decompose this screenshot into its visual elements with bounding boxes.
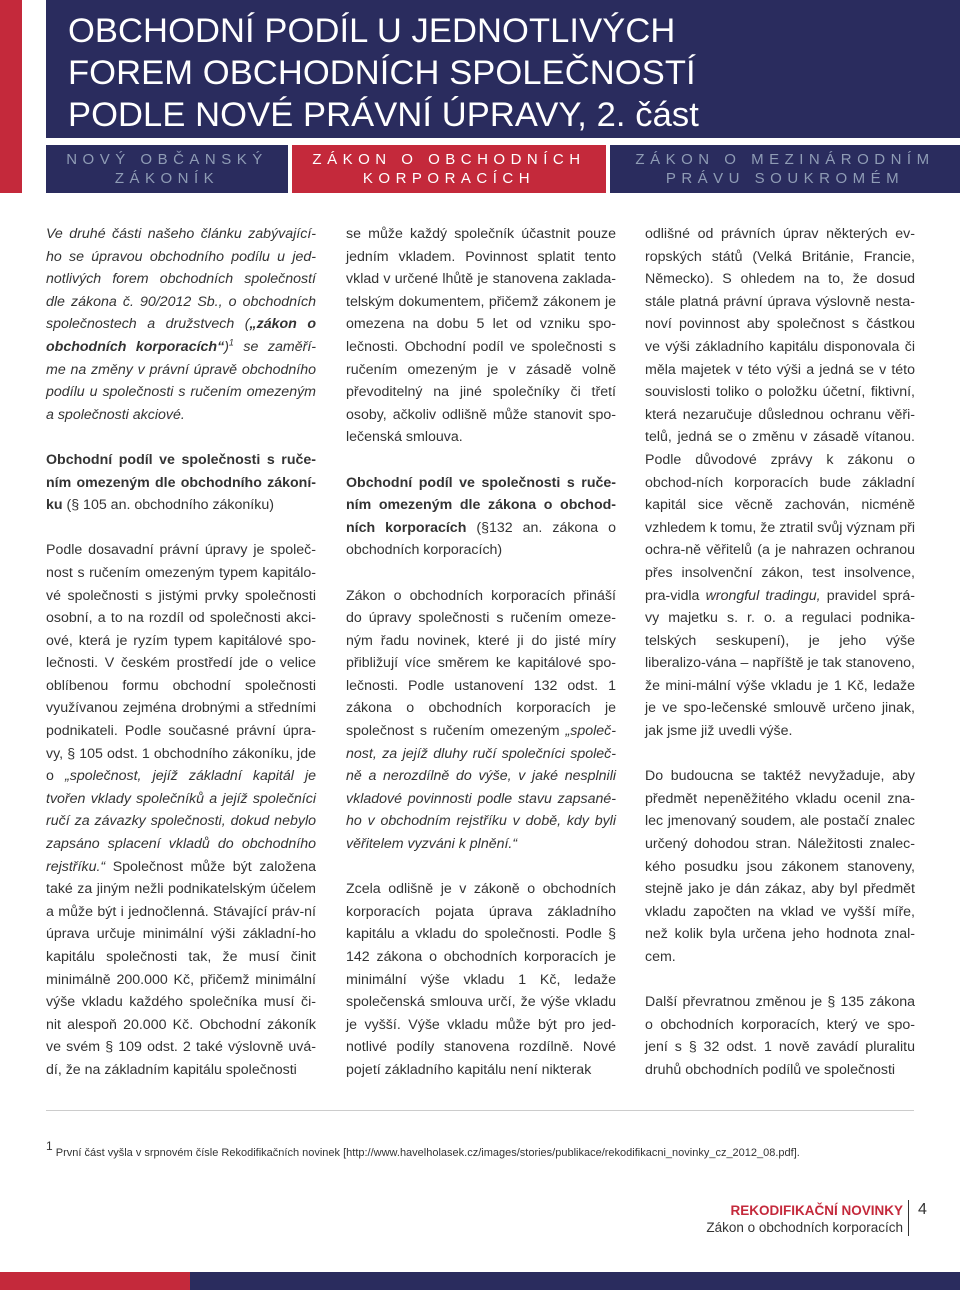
tab-novy-obcansky-zakonik[interactable] bbox=[46, 145, 288, 193]
footnote-divider bbox=[46, 1110, 914, 1111]
footnote-ref[interactable]: 1 bbox=[228, 337, 234, 348]
heading-bold: Obchodní podíl ve společnosti s ruče-ním omezeným dle zákona o obchod-ních korporacích bbox=[346, 474, 616, 536]
heading-rest: (§ 105 an. obchodního zákoníku) bbox=[62, 497, 274, 514]
article-column-3 bbox=[645, 223, 915, 1104]
footer-divider bbox=[908, 1200, 909, 1236]
tab-label-line: KORPORACÍCH bbox=[362, 170, 536, 187]
body-text: Zákon o obchodních korporacích přináší do úpravy společnosti s ručením omeze-ným řadu novinek, které ji do jisté míry přibližují více směrem ke kapitálové spo-lečnosti. Podle ustanovení 132 odst. 1 zákona o obchodních korporacích je společnost s ručením omezeným bbox=[346, 587, 616, 740]
legal-quote: „společnost, jejíž základní kapitál je tvořen vklady společníků a jejíž společníci ručí za závazky společnosti, dokud nebylo zapsáno splacení vkladů do obchodního rejstříku.“ bbox=[46, 768, 316, 875]
intro-text: se zaměří-me na změny v právní úpravě obchodního podílu u společnosti s ručením omezeným a společnosti akciové. bbox=[46, 338, 316, 423]
tab-label-line: ZÁKONÍK bbox=[114, 170, 220, 187]
footnote-text[interactable]: První část vyšla v srpnovém čísle Rekodifikačních novinek [http://www.havelholasek.cz/images/stories/publikace/rekodifikacni_novinky_cz_2012_08.pdf]. bbox=[55, 1147, 800, 1159]
intro-text: ) bbox=[224, 338, 229, 355]
body-paragraph bbox=[46, 539, 316, 1081]
intro-text: Ve druhé části našeho článku zabývající-ho se úpravou obchodního podílu u jed-notlivých forem obchodních společností dle zákona č. 90/2012 Sb., o obchodních společnostech a družstvech ( bbox=[46, 226, 316, 333]
publication-subtitle: Zákon o obchodních korporacích bbox=[706, 1220, 903, 1235]
heading-rest: (§132 an. zákona o obchodních korporacích) bbox=[346, 519, 616, 559]
article-column-1 bbox=[46, 223, 316, 1104]
body-paragraph bbox=[645, 223, 915, 743]
bottom-red-bar bbox=[0, 1272, 190, 1290]
body-text: pravidel sprá-vy majetku s. r. o. a regulaci podnika-telských seskupení), je jeho výše liberalizo-vána – napříště je tak stanoveno, že mini-mální výše vkladu je 1 Kč, ledaže je ve spo-lečenské smlouvě určeno jinak, jak jsme již uvedli výše. bbox=[645, 587, 915, 740]
heading-bold: Obchodní podíl ve společnosti s ruče-ním omezeným dle obchodního zákoní-ku bbox=[46, 451, 316, 514]
title-line-3: PODLE NOVÉ PRÁVNÍ ÚPRAVY, 2. část bbox=[68, 96, 699, 134]
body-text: Podle dosavadní právní úpravy je společ-nost s ručením omezeným typem kapitálo-vé společnosti s jistými prvky společnosti osobní, a to na rozdíl od společnosti akci-ové, která je ryzím typem kapitálové spo-lečnosti. V českém prostředí jde o velice oblíbenou formu obchodní společnosti využívanou zejména drobnými a středními podnikateli. Podle současné právní úpra-vy, § 105 odst. 1 obchodního zákoníku, jde o bbox=[46, 542, 316, 785]
body-paragraph: se může každý společník účastnit pouze jedním vkladem. Povinnost splatit tento vklad v určené lhůtě je stanovena zaklada-telským dokumentem, přičemž zákonem je omezena na dobu 5 let od vzniku spo-lečnosti. Obchodní podíl ve společnosti s ručením omezeným je v zásadě volně převoditelný na jiné společníky či třetí osoby, ačkoliv odlišně může stanovit spo-lečenská smlouva. bbox=[346, 226, 616, 446]
intro-paragraph bbox=[46, 223, 316, 426]
section-heading bbox=[346, 472, 616, 562]
tab-zakon-o-mezinarodnim-pravu[interactable] bbox=[610, 145, 960, 193]
body-text: Společnost může být založena také za jiným nežli podnikatelským účelem a může být i jednočlenná. Stávající práv-ní úprava určuje minimální výši základní-ho kapitálu společnosti tak, že musí činit minimálně 200.000 Kč, přičemž minimální výše vkladu každého společníka musí či-nit alespoň 20.000 Kč. Obchodní zákoník ve svém § 109 odst. 2 také výslovně uvá-dí, že na základním kapitálu společnosti bbox=[46, 858, 316, 1078]
title-line-1: OBCHODNÍ PODÍL U JEDNOTLIVÝCH bbox=[68, 12, 676, 50]
body-paragraph: Zcela odlišně je v zákoně o obchodních korporacích pojata úprava základního kapitálu a vkladu do společnosti. Podle § 142 zákona o obchodních korporacích je minimální výše vkladu 1 Kč, ledaže společenská smlouva určí, že výše vkladu je vyšší. Výše vkladu může být pro jed-notlivé podíly stanovena rozdílně. Nové pojetí základního kapitálu není nikterak bbox=[346, 881, 616, 1078]
footnote-number: 1 bbox=[46, 1139, 53, 1153]
section-heading bbox=[46, 449, 316, 517]
article-column-2 bbox=[346, 223, 616, 1104]
bottom-navy-bar bbox=[190, 1272, 960, 1290]
italic-term: wrongful tradingu, bbox=[705, 587, 821, 604]
footnote bbox=[46, 1139, 800, 1159]
tab-label-line: PRÁVU SOUKROMÉM bbox=[665, 170, 905, 187]
body-paragraph: Další převratnou změnou je § 135 zákona o obchodních korporacích, který ve spo-jení s § 32 odst. 1 nově zavádí pluralitu druhů obchodních podílů ve společnosti bbox=[645, 994, 915, 1078]
body-text: odlišné od právních úprav některých ev-ropských států (Velká Británie, Francie, Německo). S ohledem na to, že dosud stále platná právní úprava výslovně nesta-noví povinnost aby společnost s částkou ve výši základního kapitálu disponovala či měla majetek v této výši a jedná se v této souvislosti toliko o položku účetní, fiktivní, která nezaručuje důslednou ochranu věři-telů, jedná se o změnu v zásadě vítanou. Podle důvodové zprávy k zákonu o obchod-ních korporacích bude základní kapitál sice věcně zachován, nicméně vzhledem k tomu, že ztratil svůj význam při ochra-ně věřitelů (a je nahrazen ochranou přes insolvenční zákon, test insolvence, pra-vidla bbox=[645, 226, 915, 604]
title-line-2: FOREM OBCHODNÍCH SPOLEČNOSTÍ bbox=[68, 54, 696, 92]
body-paragraph: Do budoucna se taktéž nevyžaduje, aby předmět nepeněžitého vkladu ocenil zna-lec jmenovaný soudem, ale postačí znalec určený dohodou stran. Náležitosti znalec-kého posudku jsou zákonem stanoveny, stejně jako je dán zákaz, aby byl předmět vkladu započten na vklad ve vyšší míře, než kolik byla určena jeho hodnota znal-cem. bbox=[645, 768, 915, 965]
tab-label-line: ZÁKON O OBCHODNÍCH bbox=[312, 151, 586, 168]
publication-name: REKODIFIKAČNÍ NOVINKY bbox=[730, 1203, 903, 1218]
red-accent-bar bbox=[0, 0, 22, 193]
article-title-banner bbox=[46, 0, 960, 138]
tab-label-line: ZÁKON O MEZINÁRODNÍM bbox=[635, 151, 935, 168]
legal-quote: „společ-nost, za jejíž dluhy ručí společníci společ-ně a nerozdílně do výše, v jaké nesplnili vkladové povinnosti podle stavu zapsané-ho v obchodním rejstříku v době, kdy byli věřitelem vyzváni k plnění.“ bbox=[346, 723, 616, 853]
tab-label-line: NOVÝ OBČANSKÝ bbox=[66, 151, 268, 168]
tab-zakon-o-obchodnich-korporacich[interactable] bbox=[292, 145, 606, 193]
page-number: 4 bbox=[918, 1201, 927, 1218]
intro-defined-term: „zákon o obchodních korporacích“ bbox=[46, 316, 316, 355]
publication-footer bbox=[706, 1202, 903, 1236]
body-paragraph bbox=[346, 585, 616, 856]
